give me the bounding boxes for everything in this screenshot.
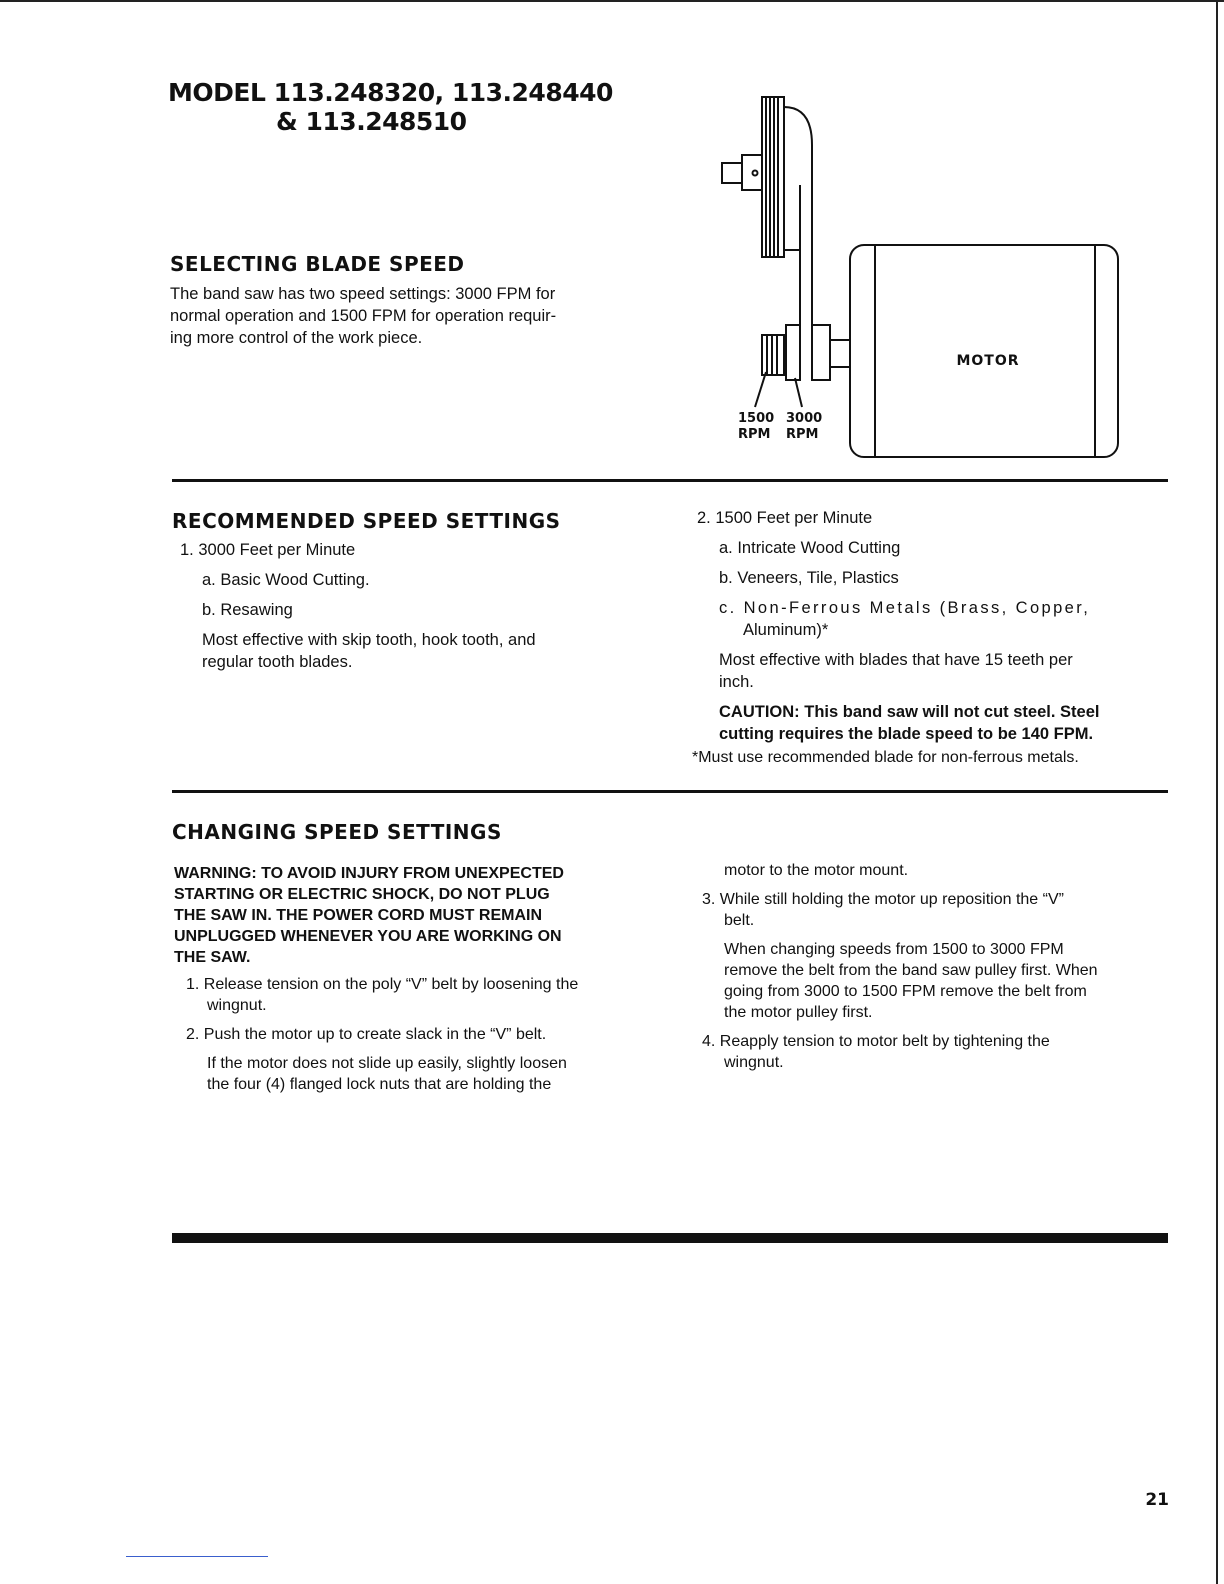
warning-line: STARTING OR ELECTRIC SHOCK, DO NOT PLUG [174,886,550,903]
step-3-note-line: When changing speeds from 1500 to 3000 FPM [724,941,1064,958]
step-3 [702,889,1164,931]
bottom-rule [172,1233,1168,1243]
step-4-line: wingnut. [724,1054,784,1071]
label-1500: 1500 [738,411,775,426]
step-3-line: belt. [724,912,755,929]
warning-line: WARNING: TO AVOID INJURY FROM UNEXPECTED [174,865,564,882]
item2-c [697,597,1167,641]
item1-note [180,629,650,673]
v-belt [784,107,812,375]
item2-note [697,649,1167,693]
item2-a: a. Intricate Wood Cutting [719,539,901,557]
selecting-body-line: ing more control of the work piece. [170,329,423,347]
item2-b: b. Veneers, Tile, Plastics [719,569,899,587]
page-number: 21 [1145,1490,1169,1510]
item2-c-line: Aluminum)* [743,621,829,639]
model-title [168,78,688,136]
item2-c-line: c. Non-Ferrous Metals (Brass, Copper, [719,599,1091,617]
motor-label: MOTOR [956,353,1020,369]
selecting-blade-speed-body [170,283,650,349]
section-divider-1 [172,479,1168,482]
model-title-line1: MODEL 113.248320, 113.248440 [168,78,613,107]
footnote: *Must use recommended blade for non-ferrous metals. [692,749,1079,766]
step-2-note [174,1053,646,1095]
label-1500-rpm: RPM [738,427,771,442]
selecting-blade-speed-heading: SELECTING BLADE SPEED [170,252,465,276]
step-2-note-continued: motor to the motor mount. [724,862,909,879]
page-border-right [1216,0,1218,1584]
item2-title: 2. 1500 Feet per Minute [697,509,873,527]
section-divider-2 [172,790,1168,793]
step-1 [174,974,646,1016]
warning-line: THE SAW. [174,949,251,966]
recommended-speed-heading: RECOMMENDED SPEED SETTINGS [172,509,561,533]
caution-line: cutting requires the blade speed to be 140 FPM. [719,725,1094,743]
step-4-line: 4. Reapply tension to motor belt by tightening the [702,1033,1050,1050]
arrow-3000 [795,378,802,407]
caution-line: CAUTION: This band saw will not cut steel. Steel [719,703,1100,721]
step-3-note-line: the motor pulley first. [724,1004,873,1021]
warning-line: UNPLUGGED WHENEVER YOU ARE WORKING ON [174,928,562,945]
item1-title: 1. 3000 Feet per Minute [180,541,356,559]
step-4 [702,1031,1164,1073]
shaft-bolt [753,171,758,176]
step-3-note [702,939,1164,1023]
label-3000-rpm: RPM [786,427,819,442]
step-1-line: 1. Release tension on the poly “V” belt by loosening the [186,976,579,993]
item2-note-line: Most effective with blades that have 15 teeth per [719,651,1073,669]
changing-left-column [174,863,646,1095]
step-3-note-line: going from 3000 to 1500 FPM remove the belt from [724,983,1087,1000]
recommended-right-column [697,507,1167,745]
step-2-note-line: If the motor does not slide up easily, slightly loosen [207,1055,567,1072]
step-2-note-line: the four (4) flanged lock nuts that are holding the [207,1076,552,1093]
item1-note-line: regular tooth blades. [202,653,353,671]
changing-speed-heading: CHANGING SPEED SETTINGS [172,820,502,844]
footer-link-line [126,1556,268,1557]
item1-b: b. Resawing [202,601,293,619]
pulley-shaft [722,155,762,190]
selecting-body-line: The band saw has two speed settings: 3000 FPM for [170,285,556,303]
warning-block [174,863,646,968]
item1-a: a. Basic Wood Cutting. [202,571,370,589]
motor-housing [850,245,1118,457]
arrow-1500 [755,372,766,407]
item1-note-line: Most effective with skip tooth, hook tooth, and [202,631,536,649]
label-3000: 3000 [786,411,823,426]
pulley-motor-diagram [700,85,1130,470]
model-title-line2: & 113.248510 [276,107,467,136]
step-2: 2. Push the motor up to create slack in the “V” belt. [186,1026,547,1043]
selecting-body-line: normal operation and 1500 FPM for operation requir- [170,307,557,325]
warning-line: THE SAW IN. THE POWER CORD MUST REMAIN [174,907,542,924]
item2-note-line: inch. [719,673,754,691]
recommended-left-column [180,539,650,673]
caution-note [697,701,1167,745]
step-3-note-line: remove the belt from the band saw pulley first. When [724,962,1098,979]
step-1-line: wingnut. [207,997,267,1014]
step-3-line: 3. While still holding the motor up reposition the “V” [702,891,1064,908]
page-border-top [0,0,1224,2]
changing-right-column [702,860,1164,1073]
